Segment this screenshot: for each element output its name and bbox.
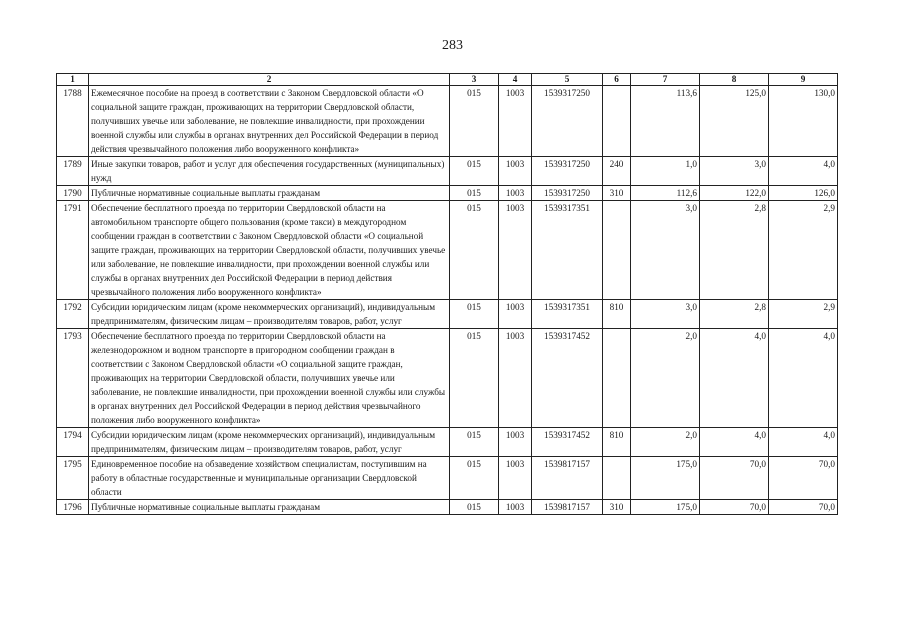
row-value-2: 125,0 xyxy=(700,86,769,157)
row-section-code: 1003 xyxy=(499,428,532,457)
row-value-1: 2,0 xyxy=(631,329,700,428)
table-row xyxy=(57,329,838,428)
row-name: Единовременное пособие на обзаведение хозяйством специалистам, поступившим на работу в областные государственные и муниципальные организации Свердловской области xyxy=(89,457,450,500)
row-expense-type: 240 xyxy=(603,157,631,186)
row-value-1: 113,6 xyxy=(631,86,700,157)
budget-table xyxy=(56,73,838,515)
row-grbs-code: 015 xyxy=(450,86,499,157)
row-section-code: 1003 xyxy=(499,186,532,201)
row-expense-type xyxy=(603,457,631,500)
row-value-2: 4,0 xyxy=(700,329,769,428)
row-grbs-code: 015 xyxy=(450,457,499,500)
table-row xyxy=(57,457,838,500)
row-expense-type: 810 xyxy=(603,428,631,457)
table-row xyxy=(57,186,838,201)
row-value-1: 2,0 xyxy=(631,428,700,457)
row-name: Ежемесячное пособие на проезд в соответствии с Законом Свердловской области «О социальной защите граждан, проживающих на территории Свердловской области, получивших увечье или заболевание, не повлекшие инвалидности, при прохождении военной службы или службы в органах внутренних дел Российской Федерации в период действия чрезвычайного положения либо вооруженного конфликта» xyxy=(89,86,450,157)
column-header: 6 xyxy=(603,74,631,86)
row-value-1: 175,0 xyxy=(631,457,700,500)
column-header: 4 xyxy=(499,74,532,86)
row-number: 1792 xyxy=(57,300,89,329)
row-value-2: 70,0 xyxy=(700,457,769,500)
row-section-code: 1003 xyxy=(499,157,532,186)
row-value-1: 112,6 xyxy=(631,186,700,201)
row-number: 1788 xyxy=(57,86,89,157)
column-header: 3 xyxy=(450,74,499,86)
row-name: Субсидии юридическим лицам (кроме некоммерческих организаций), индивидуальным предпринимателям, физическим лицам – производителям товаров, работ, услуг xyxy=(89,300,450,329)
row-section-code: 1003 xyxy=(499,300,532,329)
row-number: 1795 xyxy=(57,457,89,500)
table-row xyxy=(57,157,838,186)
column-header: 1 xyxy=(57,74,89,86)
row-name: Иные закупки товаров, работ и услуг для обеспечения государственных (муниципальных) нужд xyxy=(89,157,450,186)
row-target-code: 1539817157 xyxy=(532,457,603,500)
row-value-2: 70,0 xyxy=(700,500,769,515)
row-target-code: 1539317351 xyxy=(532,300,603,329)
row-value-2: 4,0 xyxy=(700,428,769,457)
row-expense-type xyxy=(603,329,631,428)
row-number: 1793 xyxy=(57,329,89,428)
row-section-code: 1003 xyxy=(499,500,532,515)
row-value-3: 130,0 xyxy=(769,86,838,157)
row-value-3: 126,0 xyxy=(769,186,838,201)
table-row xyxy=(57,500,838,515)
row-number: 1790 xyxy=(57,186,89,201)
row-target-code: 1539317351 xyxy=(532,201,603,300)
row-expense-type xyxy=(603,86,631,157)
table-row xyxy=(57,428,838,457)
row-expense-type: 810 xyxy=(603,300,631,329)
row-number: 1789 xyxy=(57,157,89,186)
table-row xyxy=(57,201,838,300)
row-section-code: 1003 xyxy=(499,457,532,500)
column-header: 5 xyxy=(532,74,603,86)
row-grbs-code: 015 xyxy=(450,428,499,457)
table-header-row xyxy=(57,74,838,86)
row-name: Обеспечение бесплатного проезда по территории Свердловской области на автомобильном транспорте общего пользования (кроме такси) в междугородном сообщении граждан в соответствии с Законом Свердловской области «О социальной защите граждан, проживающих на территории Свердловской области, получивших увечье или заболевание, не повлекшие инвалидности, при прохождении военной службы или службы в органах внутренних дел Российской Федерации в период действия чрезвычайного положения либо вооруженного конфликта» xyxy=(89,201,450,300)
row-target-code: 1539317250 xyxy=(532,157,603,186)
row-value-3: 70,0 xyxy=(769,500,838,515)
column-header: 8 xyxy=(700,74,769,86)
row-value-3: 2,9 xyxy=(769,201,838,300)
row-value-3: 4,0 xyxy=(769,329,838,428)
row-name: Субсидии юридическим лицам (кроме некоммерческих организаций), индивидуальным предпринимателям, физическим лицам – производителям товаров, работ, услуг xyxy=(89,428,450,457)
row-target-code: 1539317452 xyxy=(532,329,603,428)
row-section-code: 1003 xyxy=(499,86,532,157)
row-grbs-code: 015 xyxy=(450,300,499,329)
row-grbs-code: 015 xyxy=(450,329,499,428)
row-target-code: 1539317250 xyxy=(532,186,603,201)
row-grbs-code: 015 xyxy=(450,186,499,201)
row-name: Обеспечение бесплатного проезда по территории Свердловской области на железнодорожном и водном транспорте в пригородном сообщении граждан в соответствии с Законом Свердловской области «О социальной защите граждан, проживающих на территории Свердловской области, получивших увечье или заболевание, не повлекшие инвалидности, при прохождении военной службы или службы в органах внутренних дел Российской Федерации в период действия чрезвычайного положения либо вооруженного конфликта» xyxy=(89,329,450,428)
row-number: 1791 xyxy=(57,201,89,300)
row-value-3: 70,0 xyxy=(769,457,838,500)
column-header: 2 xyxy=(89,74,450,86)
row-value-1: 1,0 xyxy=(631,157,700,186)
table-row xyxy=(57,300,838,329)
row-name: Публичные нормативные социальные выплаты гражданам xyxy=(89,500,450,515)
row-section-code: 1003 xyxy=(499,329,532,428)
row-target-code: 1539817157 xyxy=(532,500,603,515)
row-value-2: 2,8 xyxy=(700,300,769,329)
row-value-3: 4,0 xyxy=(769,157,838,186)
column-header: 9 xyxy=(769,74,838,86)
row-grbs-code: 015 xyxy=(450,500,499,515)
table-row xyxy=(57,86,838,157)
row-expense-type xyxy=(603,201,631,300)
row-expense-type: 310 xyxy=(603,186,631,201)
row-value-2: 122,0 xyxy=(700,186,769,201)
row-number: 1796 xyxy=(57,500,89,515)
row-name: Публичные нормативные социальные выплаты гражданам xyxy=(89,186,450,201)
row-expense-type: 310 xyxy=(603,500,631,515)
row-value-3: 4,0 xyxy=(769,428,838,457)
row-value-1: 3,0 xyxy=(631,300,700,329)
page-number: 283 xyxy=(442,38,463,53)
row-grbs-code: 015 xyxy=(450,201,499,300)
row-value-1: 175,0 xyxy=(631,500,700,515)
row-value-2: 3,0 xyxy=(700,157,769,186)
row-target-code: 1539317452 xyxy=(532,428,603,457)
row-value-2: 2,8 xyxy=(700,201,769,300)
row-value-3: 2,9 xyxy=(769,300,838,329)
row-number: 1794 xyxy=(57,428,89,457)
column-header: 7 xyxy=(631,74,700,86)
row-grbs-code: 015 xyxy=(450,157,499,186)
row-section-code: 1003 xyxy=(499,201,532,300)
row-target-code: 1539317250 xyxy=(532,86,603,157)
row-value-1: 3,0 xyxy=(631,201,700,300)
